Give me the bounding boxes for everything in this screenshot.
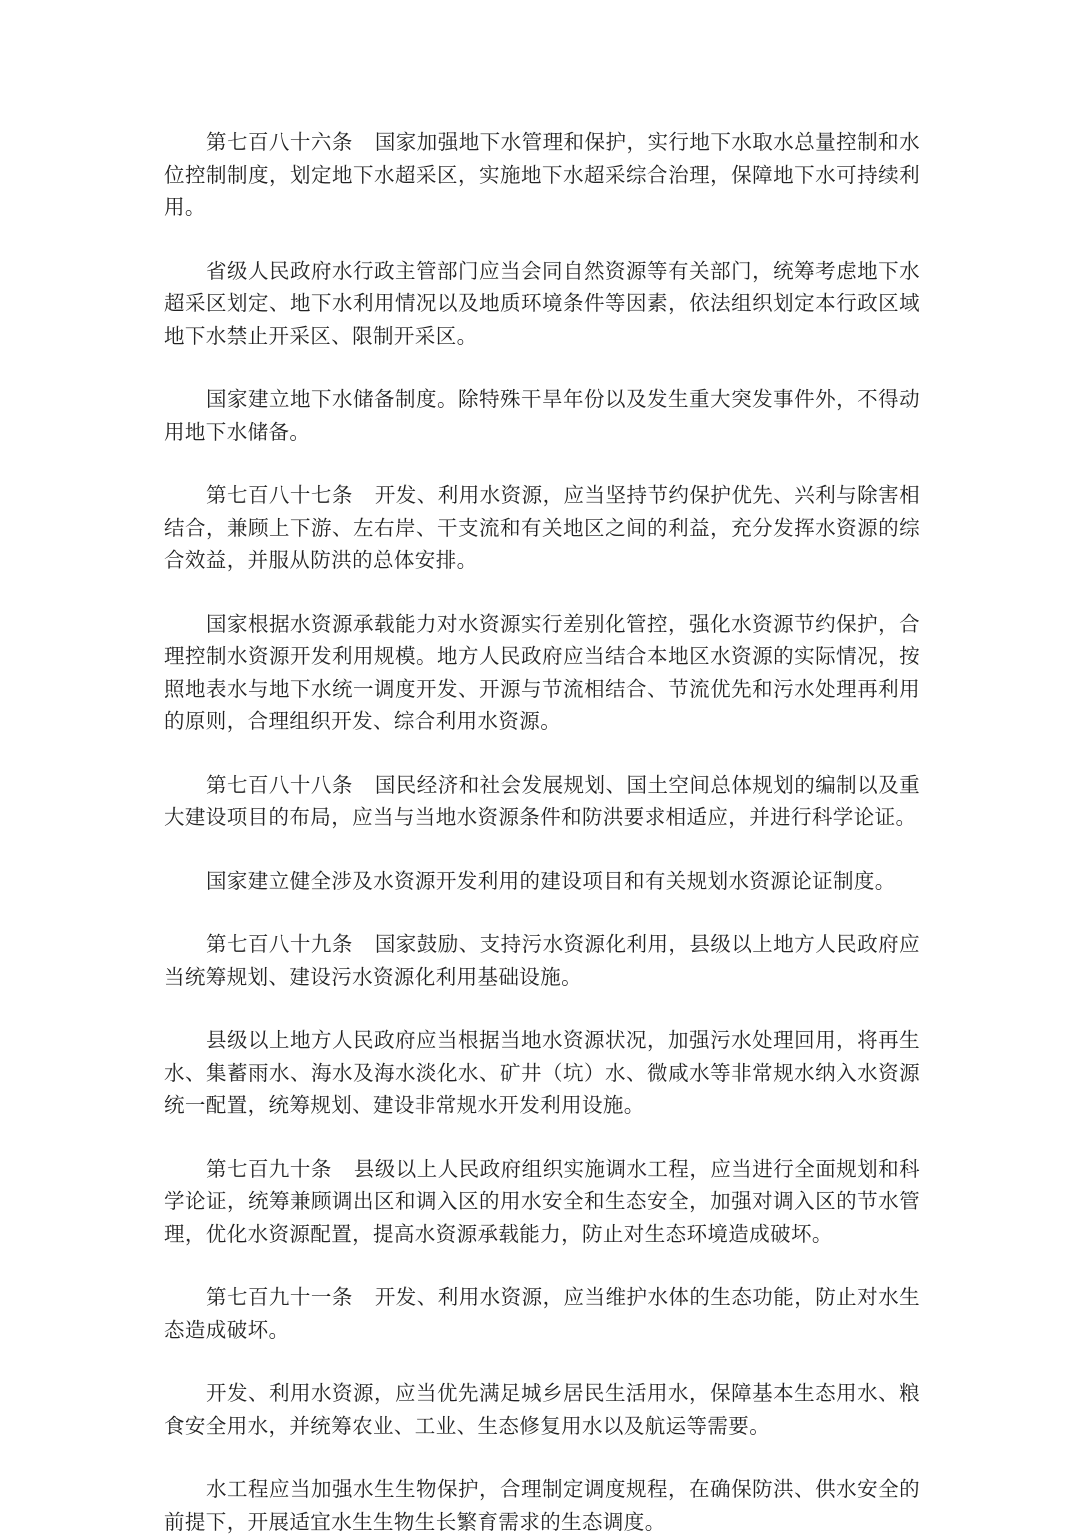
article-number: 第七百八十六条 [206, 130, 353, 154]
article-number: 第七百八十九条 [206, 932, 353, 956]
paragraph-text: 国家建立地下水储备制度。除特殊干旱年份以及发生重大突发事件外，不得动用地下水储备。 [164, 387, 920, 444]
paragraph-article-788 [164, 769, 920, 834]
article-number: 第七百八十八条 [206, 772, 353, 797]
paragraph [164, 255, 920, 353]
paragraph-text: 水工程应当加强水生生物保护，合理制定调度规程，在确保防洪、供水安全的前提下，开展适宜水生生物生长繁育需求的生态调度。 [164, 1477, 920, 1534]
paragraph [164, 1473, 920, 1538]
paragraph-text: 国民经济和社会发展规划、国土空间总体规划的编制以及重大建设项目的布局，应当与当地水资源条件和防洪要求相适应，并进行科学论证。 [164, 772, 920, 829]
paragraph [164, 1377, 920, 1442]
article-number: 第七百九十一条 [206, 1285, 353, 1309]
paragraph-text: 县级以上人民政府组织实施调水工程，应当进行全面规划和科学论证，统筹兼顾调出区和调入区的用水安全和生态安全，加强对调入区的节水管理，优化水资源配置，提高水资源承载能力，防止对生态环境造成破坏。 [164, 1156, 920, 1246]
paragraph [164, 383, 920, 448]
paragraph-text: 国家建立健全涉及水资源开发利用的建设项目和有关规划水资源论证制度。 [206, 868, 896, 893]
paragraph [164, 865, 920, 898]
article-number: 第七百八十七条 [206, 483, 353, 507]
paragraph-text: 县级以上地方人民政府应当根据当地水资源状况，加强污水处理回用，将再生水、集蓄雨水、海水及海水淡化水、矿井（坑）水、微咸水等非常规水纳入水资源统一配置，统筹规划、建设非常规水开发利用设施。 [164, 1028, 920, 1117]
paragraph [164, 1024, 920, 1122]
paragraph-article-787 [164, 479, 920, 577]
paragraph [164, 608, 920, 738]
paragraph-text: 国家加强地下水管理和保护，实行地下水取水总量控制和水位控制制度，划定地下水超采区，实施地下水超采综合治理，保障地下水可持续利用。 [164, 130, 920, 219]
paragraph-article-786 [164, 126, 920, 224]
paragraph-text: 省级人民政府水行政主管部门应当会同自然资源等有关部门，统筹考虑地下水超采区划定、地下水利用情况以及地质环境条件等因素，依法组织划定本行政区域地下水禁止开采区、限制开采区。 [164, 258, 920, 348]
paragraph-article-791 [164, 1281, 920, 1346]
paragraph-text: 国家根据水资源承载能力对水资源实行差别化管控，强化水资源节约保护，合理控制水资源开发利用规模。地方人民政府应当结合本地区水资源的实际情况，按照地表水与地下水统一调度开发、开源与节流相结合、节流优先和污水处理再利用的原则，合理组织开发、综合利用水资源。 [164, 611, 920, 733]
article-number: 第七百九十条 [206, 1156, 332, 1181]
paragraph-text: 开发、利用水资源，应当维护水体的生态功能，防止对水生态造成破坏。 [164, 1285, 920, 1342]
paragraph-article-789 [164, 928, 920, 993]
paragraph-article-790 [164, 1153, 920, 1251]
paragraph-text: 开发、利用水资源，应当坚持节约保护优先、兴利与除害相结合，兼顾上下游、左右岸、干支流和有关地区之间的利益，充分发挥水资源的综合效益，并服从防洪的总体安排。 [164, 483, 920, 572]
document-body [164, 126, 920, 1538]
paragraph-text: 国家鼓励、支持污水资源化利用，县级以上地方人民政府应当统筹规划、建设污水资源化利用基础设施。 [164, 932, 920, 989]
paragraph-text: 开发、利用水资源，应当优先满足城乡居民生活用水，保障基本生态用水、粮食安全用水，并统筹农业、工业、生态修复用水以及航运等需要。 [164, 1381, 920, 1438]
